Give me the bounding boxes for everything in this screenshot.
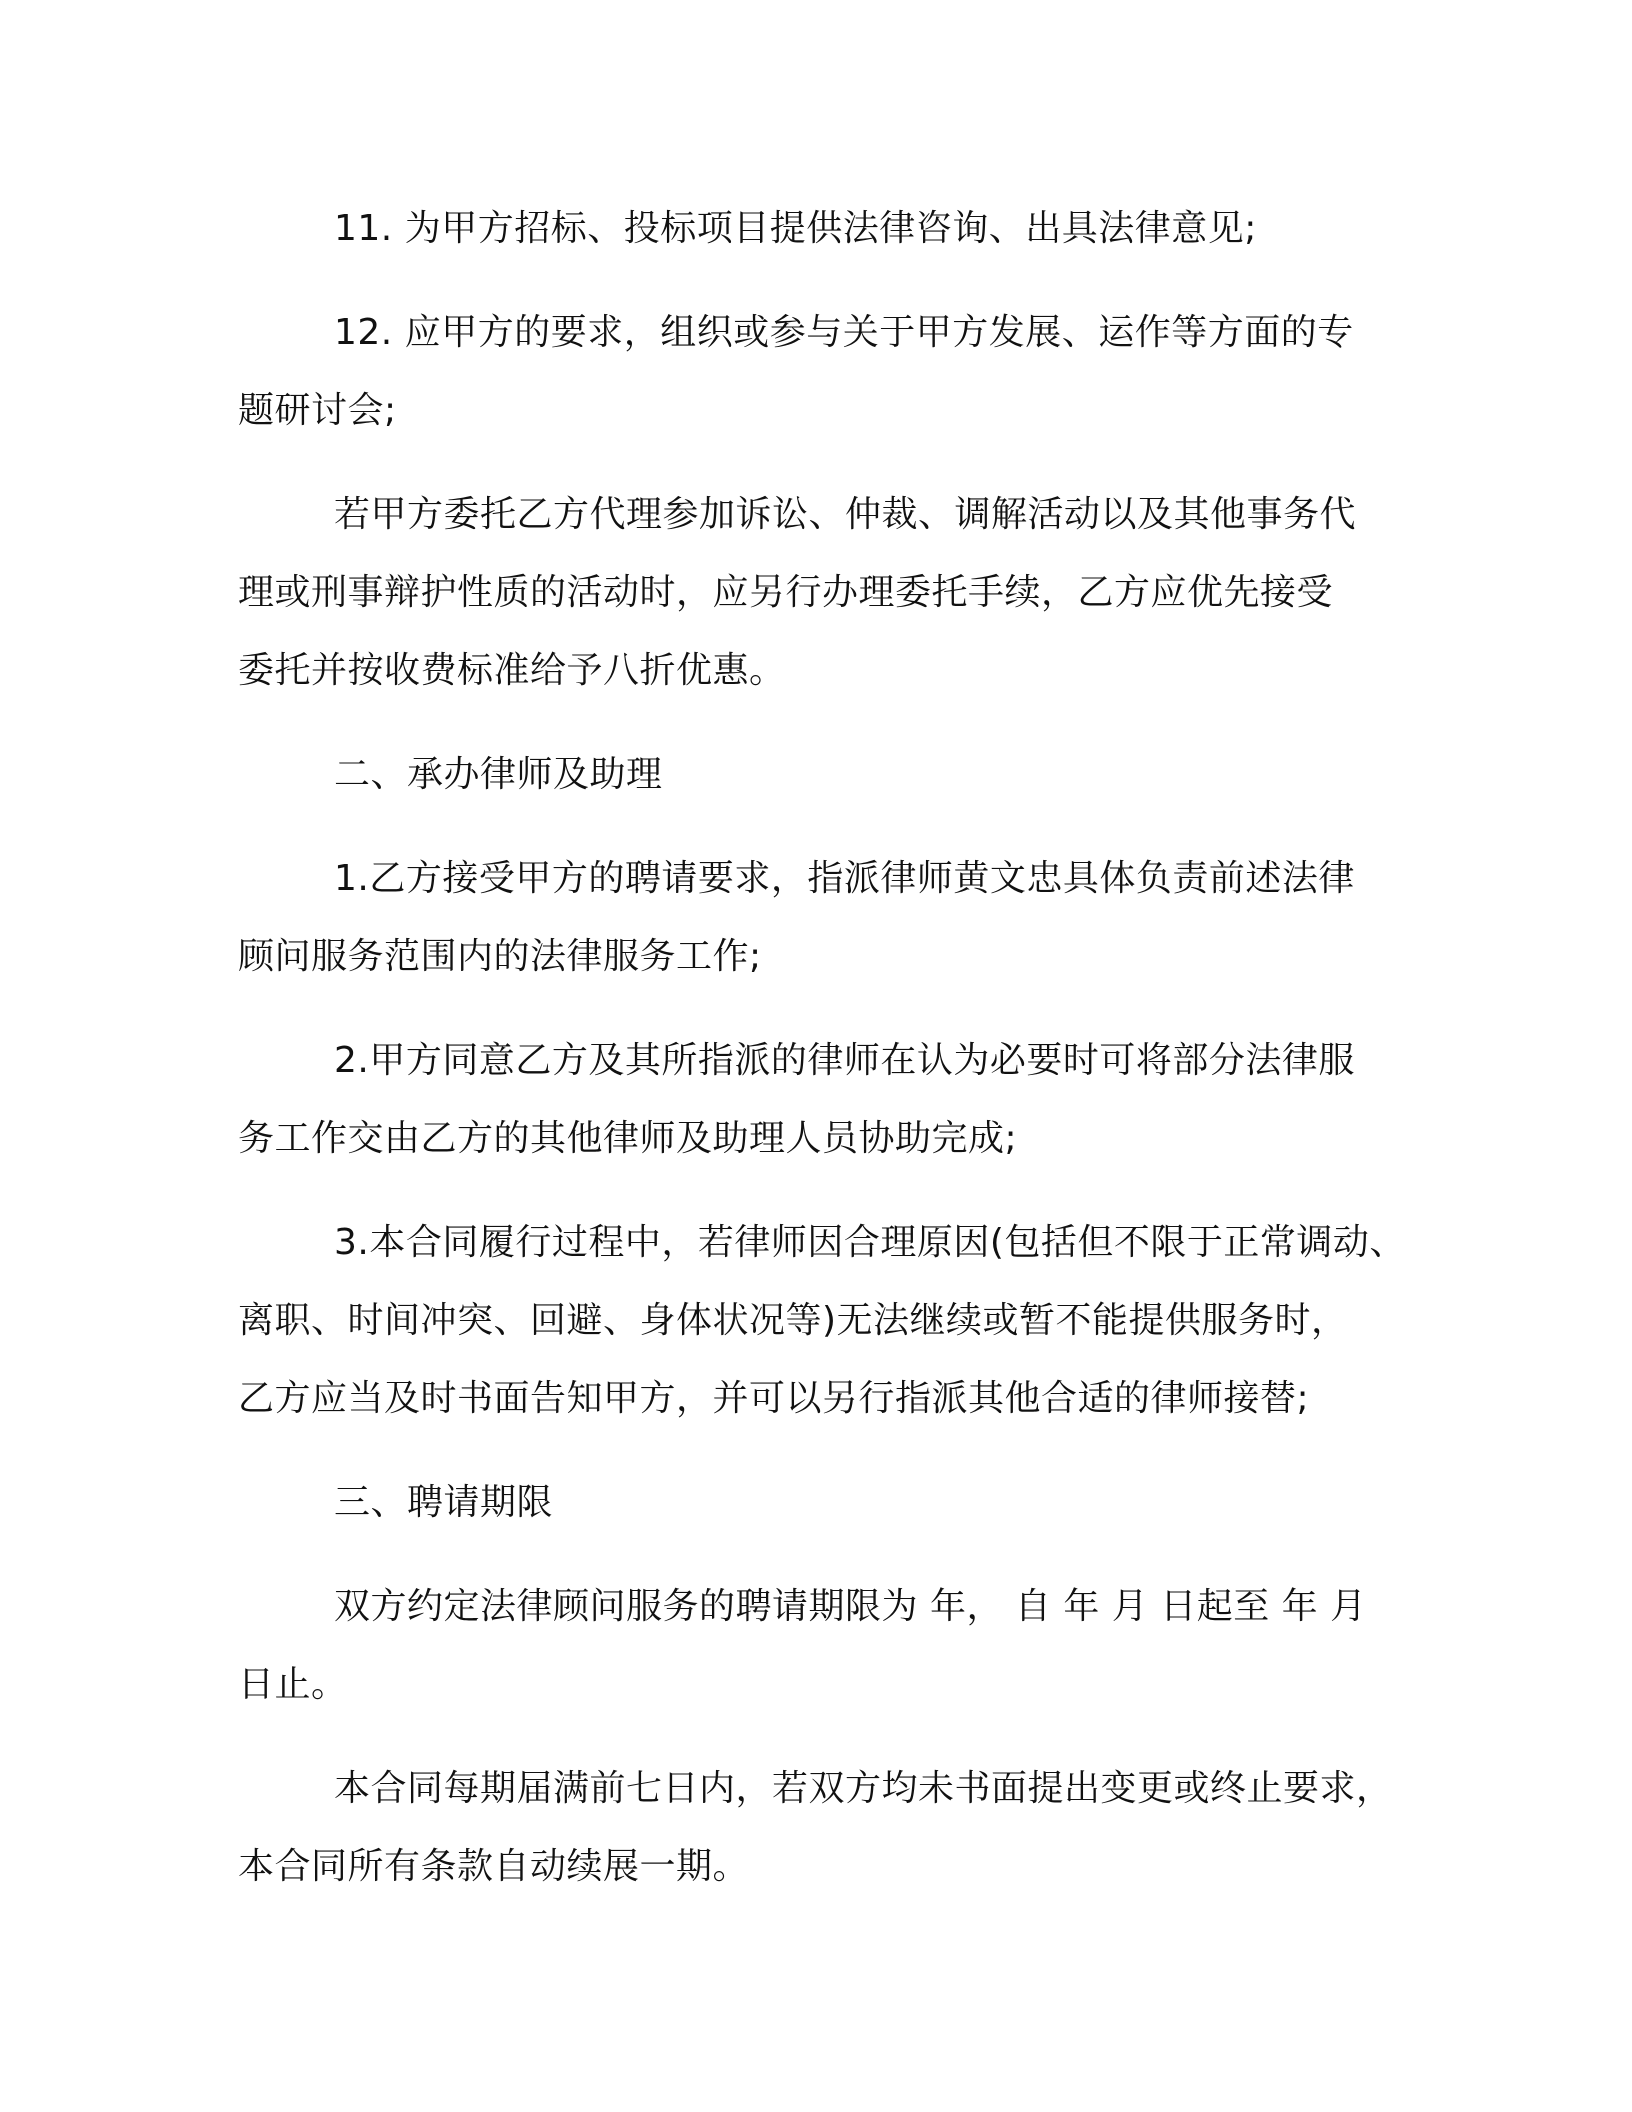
lawyers-clause-3: 3.本合同履行过程中，若律师因合理原因(包括但不限于正常调动、 离职、时间冲突、回避、身体状况等)无法继续或暂不能提供服务时， 乙方应当及时书面告知甲方，并可以另行指派其他合适的律师接替; xyxy=(238,1222,1406,1419)
document-body xyxy=(238,190,1408,1932)
renewal-paragraph: 本合同每期届满前七日内，若双方均未书面提出变更或终止要求， 本合同所有条款自动续展一期。 xyxy=(238,1768,1393,1887)
lawyers-clause-1: 1.乙方接受甲方的聘请要求，指派律师黄文忠具体负责前述法律 顾问服务范围内的法律服务工作; xyxy=(238,858,1355,977)
section-heading-term: 三、聘请期限 xyxy=(334,1482,554,1523)
term-paragraph: 双方约定法律顾问服务的聘请期限为 年， 自 年 月 日起至 年 月 日止。 xyxy=(238,1586,1367,1705)
clause-12: 12. 应甲方的要求，组织或参与关于甲方发展、运作等方面的专 题研讨会; xyxy=(238,312,1354,431)
section-heading-lawyers: 二、承办律师及助理 xyxy=(334,754,663,795)
litigation-agency-paragraph: 若甲方委托乙方代理参加诉讼、仲裁、调解活动以及其他事务代 理或刑事辩护性质的活动时，应另行办理委托手续，乙方应优先接受 委托并按收费标准给予八折优惠。 xyxy=(238,494,1357,691)
clause-11: 11. 为甲方招标、投标项目提供法律咨询、出具法律意见; xyxy=(334,208,1257,249)
lawyers-clause-2: 2.甲方同意乙方及其所指派的律师在认为必要时可将部分法律服 务工作交由乙方的其他律师及助理人员协助完成; xyxy=(238,1040,1355,1159)
